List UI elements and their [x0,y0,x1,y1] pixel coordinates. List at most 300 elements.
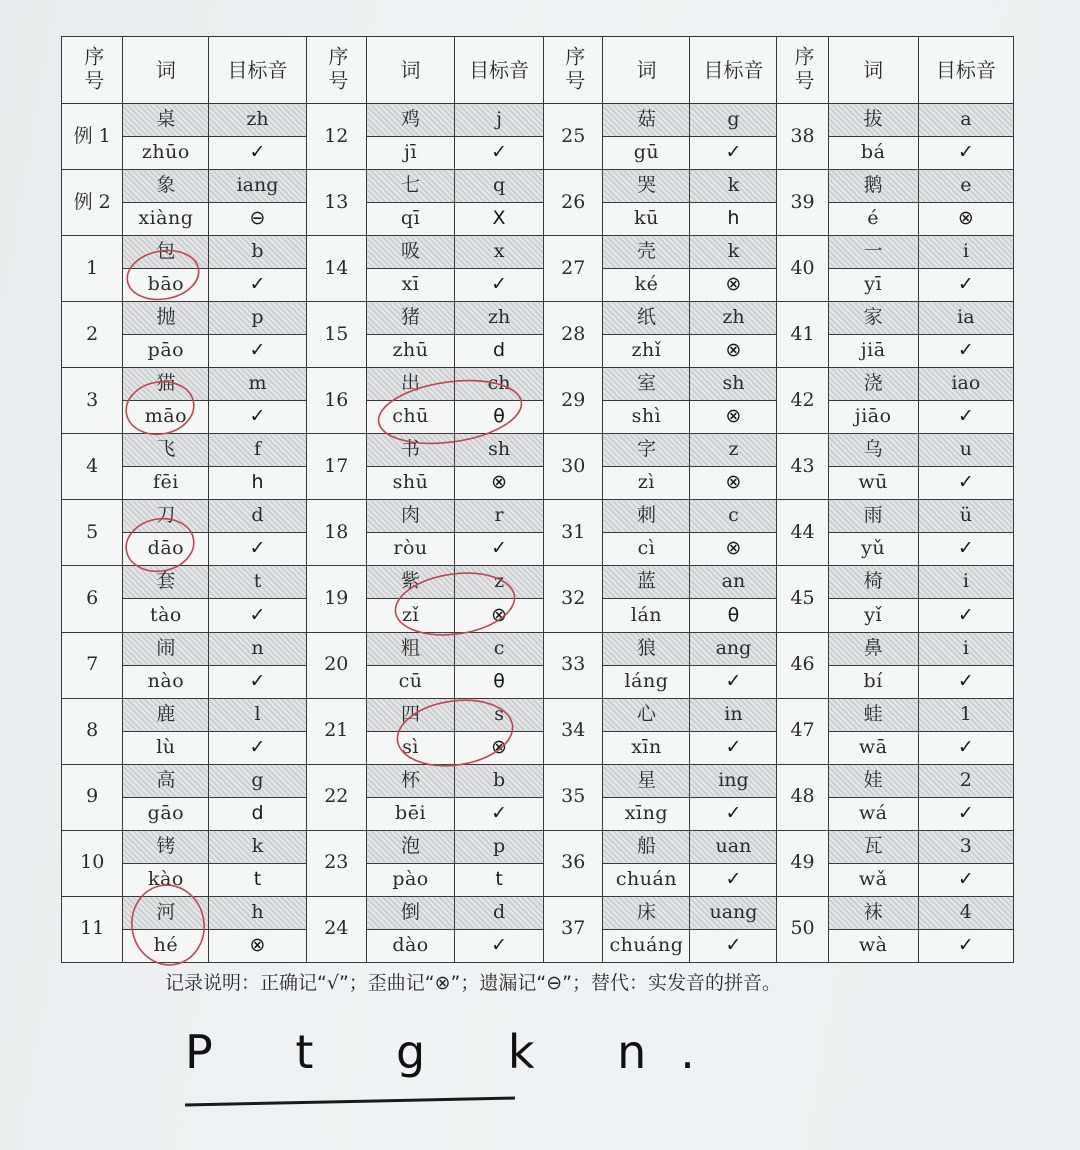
item-pinyin: zhū [367,335,455,368]
item-character: 菇 [603,104,690,137]
item-character: 字 [603,434,690,467]
item-result-mark: d [209,797,306,830]
item-row-bottom [62,401,1014,434]
item-character: 鹿 [123,698,209,731]
item-pinyin: zhǐ [603,335,690,368]
item-pinyin: shū [367,467,455,500]
item-pinyin: yī [828,269,918,302]
item-result-mark: ✓ [918,731,1013,764]
item-result-mark: ⊗ [209,929,306,962]
item-character: 船 [603,830,690,863]
item-result-mark: ✓ [918,599,1013,632]
item-character: 四 [367,698,455,731]
item-target-sound: b [209,236,306,269]
item-result-mark: ⊗ [690,467,777,500]
item-pinyin: bēi [367,797,455,830]
item-row-bottom [62,929,1014,962]
item-target-sound: zh [455,302,544,335]
item-number: 22 [306,764,366,830]
item-target-sound: 4 [918,896,1013,929]
item-row-top [62,236,1014,269]
item-pinyin: zhūo [123,137,209,170]
item-row-top [62,170,1014,203]
item-target-sound: uan [690,830,777,863]
item-result-mark: θ [690,599,777,632]
item-row-bottom [62,731,1014,764]
item-character: 哭 [603,170,690,203]
item-character: 鼻 [828,632,918,665]
item-result-mark: ✓ [918,269,1013,302]
item-result-mark: X [455,203,544,236]
item-character: 猫 [123,368,209,401]
item-target-sound: i [918,236,1013,269]
item-result-mark: ✓ [455,269,544,302]
item-target-sound: h [209,896,306,929]
item-pinyin: hé [123,929,209,962]
item-row-bottom [62,863,1014,896]
header-target: 目标音 [918,37,1013,104]
item-target-sound: k [690,170,777,203]
item-number: 8 [62,698,123,764]
item-number: 6 [62,566,123,632]
item-target-sound: j [455,104,544,137]
item-number: 33 [544,632,603,698]
header-target: 目标音 [455,37,544,104]
item-result-mark: ✓ [918,863,1013,896]
item-pinyin: bí [828,665,918,698]
item-pinyin: sì [367,731,455,764]
item-result-mark: ⊗ [690,401,777,434]
item-result-mark: ✓ [455,137,544,170]
item-character: 套 [123,566,209,599]
item-pinyin: yǔ [828,533,918,566]
item-row-top [62,434,1014,467]
item-row-bottom [62,203,1014,236]
item-result-mark: ✓ [690,797,777,830]
item-number: 25 [544,104,603,170]
item-result-mark: ✓ [918,797,1013,830]
item-result-mark: ✓ [455,797,544,830]
item-row-top [62,566,1014,599]
item-target-sound: k [690,236,777,269]
item-number: 7 [62,632,123,698]
recording-instructions: 记录说明：正确记“√”；歪曲记“⊗”；遗漏记“⊖”；替代：实发音的拼音。 [165,972,782,994]
item-pinyin: jiā [828,335,918,368]
item-character: 抛 [123,302,209,335]
item-target-sound: sh [690,368,777,401]
item-pinyin: yǐ [828,599,918,632]
item-target-sound: g [209,764,306,797]
item-number: 34 [544,698,603,764]
item-pinyin: xīn [603,731,690,764]
item-character: 刺 [603,500,690,533]
header-no: 序号 [544,37,603,104]
item-result-mark: ✓ [918,401,1013,434]
item-pinyin: chuáng [603,929,690,962]
item-result-mark: ✓ [918,467,1013,500]
item-row-top [62,698,1014,731]
item-character: 象 [123,170,209,203]
item-row-top [62,500,1014,533]
item-target-sound: s [455,698,544,731]
item-result-mark: h [690,203,777,236]
item-number: 17 [306,434,366,500]
item-character: 吸 [367,236,455,269]
item-result-mark: ⊗ [918,203,1013,236]
item-row-top [62,368,1014,401]
item-pinyin: láng [603,665,690,698]
item-number: 37 [544,896,603,962]
item-target-sound: r [455,500,544,533]
item-result-mark: t [209,863,306,896]
item-character: 蓝 [603,566,690,599]
item-pinyin: pāo [123,335,209,368]
item-pinyin: tào [123,599,209,632]
item-pinyin: é [828,203,918,236]
item-number: 30 [544,434,603,500]
item-row-bottom [62,797,1014,830]
item-target-sound: 3 [918,830,1013,863]
item-pinyin: gū [603,137,690,170]
item-pinyin: kào [123,863,209,896]
item-row-bottom [62,269,1014,302]
header-no: 序号 [62,37,123,104]
item-target-sound: c [455,632,544,665]
item-number: 41 [777,302,828,368]
item-row-top [62,104,1014,137]
item-number: 4 [62,434,123,500]
item-character: 床 [603,896,690,929]
item-character: 粗 [367,632,455,665]
item-number: 20 [306,632,366,698]
item-result-mark: ✓ [690,665,777,698]
item-result-mark: ✓ [209,137,306,170]
item-pinyin: wǎ [828,863,918,896]
item-result-mark: ✓ [209,269,306,302]
item-character: 飞 [123,434,209,467]
item-character: 鹅 [828,170,918,203]
header-word: 词 [123,37,209,104]
item-target-sound: sh [455,434,544,467]
item-target-sound: p [209,302,306,335]
item-target-sound: z [690,434,777,467]
item-pinyin: wū [828,467,918,500]
item-character: 拔 [828,104,918,137]
item-character: 鸡 [367,104,455,137]
item-pinyin: gāo [123,797,209,830]
item-number: 29 [544,368,603,434]
item-target-sound: m [209,368,306,401]
item-character: 闹 [123,632,209,665]
item-character: 星 [603,764,690,797]
item-pinyin: xiàng [123,203,209,236]
item-character: 桌 [123,104,209,137]
item-target-sound: x [455,236,544,269]
item-character: 肉 [367,500,455,533]
item-number: 45 [777,566,828,632]
item-result-mark: ✓ [918,137,1013,170]
item-result-mark: ✓ [690,137,777,170]
item-pinyin: chuán [603,863,690,896]
item-number: 13 [306,170,366,236]
item-row-top [62,302,1014,335]
item-pinyin: ròu [367,533,455,566]
item-result-mark: ✓ [209,731,306,764]
item-number: 15 [306,302,366,368]
item-target-sound: ch [455,368,544,401]
item-number: 44 [777,500,828,566]
item-pinyin: cì [603,533,690,566]
item-target-sound: e [918,170,1013,203]
item-target-sound: iang [209,170,306,203]
item-result-mark: d [455,335,544,368]
item-pinyin: wà [828,929,918,962]
item-result-mark: ✓ [690,731,777,764]
item-pinyin: fēi [123,467,209,500]
header-word: 词 [367,37,455,104]
item-character: 家 [828,302,918,335]
item-character: 袜 [828,896,918,929]
header-target: 目标音 [690,37,777,104]
item-target-sound: zh [690,302,777,335]
item-number: 31 [544,500,603,566]
item-number: 5 [62,500,123,566]
item-result-mark: ✓ [209,665,306,698]
item-row-bottom [62,665,1014,698]
articulation-test-table [61,36,1014,963]
item-result-mark: ✓ [690,929,777,962]
item-number: 40 [777,236,828,302]
item-target-sound: t [209,566,306,599]
item-target-sound: k [209,830,306,863]
item-row-top [62,896,1014,929]
item-target-sound: 2 [918,764,1013,797]
item-target-sound: z [455,566,544,599]
item-result-mark: ✓ [918,533,1013,566]
item-result-mark: ⊗ [690,269,777,302]
item-number: 19 [306,566,366,632]
item-result-mark: ⊖ [209,203,306,236]
item-row-bottom [62,533,1014,566]
item-pinyin: dāo [123,533,209,566]
header-no: 序号 [306,37,366,104]
item-target-sound: an [690,566,777,599]
item-number: 3 [62,368,123,434]
item-character: 紫 [367,566,455,599]
item-number: 42 [777,368,828,434]
item-number: 26 [544,170,603,236]
item-character: 包 [123,236,209,269]
item-pinyin: dào [367,929,455,962]
item-character: 壳 [603,236,690,269]
item-pinyin: cū [367,665,455,698]
item-pinyin: jiāo [828,401,918,434]
item-character: 纸 [603,302,690,335]
item-result-mark: ⊗ [455,467,544,500]
item-target-sound: iao [918,368,1013,401]
header-word: 词 [603,37,690,104]
item-row-top [62,632,1014,665]
item-number: 10 [62,830,123,896]
item-target-sound: u [918,434,1013,467]
item-target-sound: i [918,566,1013,599]
item-number: 39 [777,170,828,236]
item-pinyin: chū [367,401,455,434]
item-character: 蛙 [828,698,918,731]
item-character: 河 [123,896,209,929]
item-pinyin: wá [828,797,918,830]
item-number: 9 [62,764,123,830]
item-result-mark: ✓ [455,533,544,566]
item-pinyin: bá [828,137,918,170]
item-target-sound: p [455,830,544,863]
item-character: 雨 [828,500,918,533]
item-number: 例 2 [62,170,123,236]
handwritten-note: P t g k n. [185,1025,729,1079]
item-number: 1 [62,236,123,302]
item-pinyin: ké [603,269,690,302]
header-no: 序号 [777,37,828,104]
item-target-sound: c [690,500,777,533]
item-character: 浇 [828,368,918,401]
item-pinyin: zì [603,467,690,500]
item-result-mark: ✓ [209,335,306,368]
item-pinyin: kū [603,203,690,236]
item-target-sound: ia [918,302,1013,335]
header-row [62,37,1014,104]
item-character: 室 [603,368,690,401]
item-result-mark: ✓ [918,335,1013,368]
item-row-top [62,764,1014,797]
item-number: 28 [544,302,603,368]
item-character: 铐 [123,830,209,863]
item-result-mark: θ [455,401,544,434]
item-pinyin: xīng [603,797,690,830]
item-character: 娃 [828,764,918,797]
item-result-mark: ⊗ [690,533,777,566]
item-number: 36 [544,830,603,896]
header-word: 词 [828,37,918,104]
item-character: 高 [123,764,209,797]
item-result-mark: ✓ [690,863,777,896]
item-target-sound: a [918,104,1013,137]
item-target-sound: n [209,632,306,665]
item-pinyin: zǐ [367,599,455,632]
item-target-sound: in [690,698,777,731]
item-row-bottom [62,335,1014,368]
item-target-sound: uang [690,896,777,929]
item-number: 35 [544,764,603,830]
item-row-top [62,830,1014,863]
item-result-mark: θ [455,665,544,698]
item-character: 狼 [603,632,690,665]
item-target-sound: i [918,632,1013,665]
item-result-mark: ⊗ [455,599,544,632]
item-target-sound: zh [209,104,306,137]
item-character: 猪 [367,302,455,335]
item-number: 23 [306,830,366,896]
item-pinyin: pào [367,863,455,896]
item-number: 14 [306,236,366,302]
item-result-mark: ⊗ [455,731,544,764]
item-pinyin: māo [123,401,209,434]
item-number: 49 [777,830,828,896]
item-target-sound: b [455,764,544,797]
item-pinyin: wā [828,731,918,764]
item-result-mark: ✓ [918,665,1013,698]
item-character: 瓦 [828,830,918,863]
item-pinyin: jī [367,137,455,170]
item-pinyin: xī [367,269,455,302]
item-pinyin: nào [123,665,209,698]
item-result-mark: ✓ [918,929,1013,962]
item-result-mark: ⊗ [690,335,777,368]
item-number: 18 [306,500,366,566]
item-target-sound: ing [690,764,777,797]
item-number: 例 1 [62,104,123,170]
item-number: 16 [306,368,366,434]
item-character: 泡 [367,830,455,863]
item-target-sound: g [690,104,777,137]
item-character: 出 [367,368,455,401]
item-row-bottom [62,137,1014,170]
item-number: 27 [544,236,603,302]
item-number: 46 [777,632,828,698]
item-character: 七 [367,170,455,203]
item-number: 48 [777,764,828,830]
item-number: 43 [777,434,828,500]
item-number: 50 [777,896,828,962]
item-result-mark: ✓ [209,533,306,566]
item-result-mark: ✓ [209,599,306,632]
item-number: 38 [777,104,828,170]
item-number: 11 [62,896,123,962]
item-target-sound: d [209,500,306,533]
item-pinyin: bāo [123,269,209,302]
item-result-mark: ✓ [455,929,544,962]
item-pinyin: lán [603,599,690,632]
item-number: 24 [306,896,366,962]
item-target-sound: ü [918,500,1013,533]
item-number: 12 [306,104,366,170]
item-pinyin: qī [367,203,455,236]
item-character: 杯 [367,764,455,797]
item-pinyin: lù [123,731,209,764]
item-target-sound: q [455,170,544,203]
item-character: 倒 [367,896,455,929]
item-target-sound: ang [690,632,777,665]
item-character: 刀 [123,500,209,533]
item-result-mark: ✓ [209,401,306,434]
item-number: 21 [306,698,366,764]
item-result-mark: h [209,467,306,500]
item-number: 32 [544,566,603,632]
item-character: 乌 [828,434,918,467]
item-target-sound: d [455,896,544,929]
item-character: 心 [603,698,690,731]
item-number: 2 [62,302,123,368]
item-character: 椅 [828,566,918,599]
item-number: 47 [777,698,828,764]
item-target-sound: l [209,698,306,731]
header-target: 目标音 [209,37,306,104]
item-target-sound: 1 [918,698,1013,731]
item-target-sound: f [209,434,306,467]
item-pinyin: shì [603,401,690,434]
item-character: 书 [367,434,455,467]
item-row-bottom [62,599,1014,632]
item-character: 一 [828,236,918,269]
